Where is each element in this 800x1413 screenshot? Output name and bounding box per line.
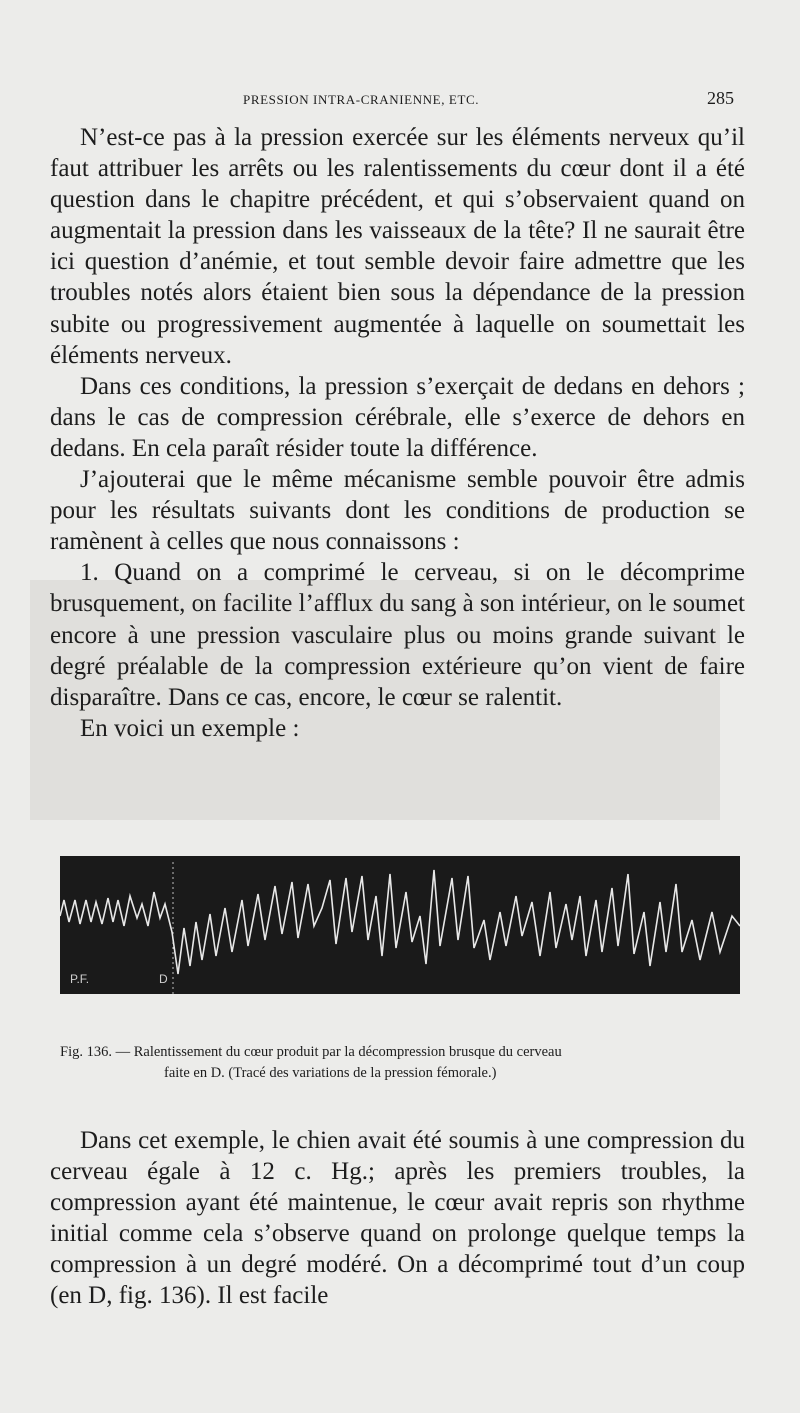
body-text xyxy=(50,122,745,744)
paragraph: N’est-ce pas à la pression exercée sur les éléments nerveux qu’il faut attribuer les arrêts ou les ralentissements du cœur dont il a été question dans le chapitre précédent, et qui s’observaient quand on augmentait la pression dans les vaisseaux de la tête? Il ne saurait être ici question d’anémie, et tout semble devoir faire admettre que les troubles notés alors étaient bien sous la dépendance de la pression subite ou progressivement augmentée à laquelle on soumettait les éléments nerveux. xyxy=(50,124,745,369)
paragraph: En voici un exemple : xyxy=(80,714,300,742)
caption-line-1: Fig. 136. — Ralentissement du cœur produit par la décompression brusque du cerveau xyxy=(60,1044,562,1060)
paragraph: Dans cet exemple, le chien avait été soumis à une compression du cerveau égale à 12 c. Hg.; après les premiers troubles, la compression ayant été maintenue, le cœur avait repris son rhythme initial comme cela s’observe quand on prolonge quelque temps la compression à un degré modéré. On a décomprimé tout d’un coup (en D, fig. 136). Il est facile xyxy=(50,1127,745,1310)
figure-caption xyxy=(60,1042,750,1084)
trace-label-pf: P.F. xyxy=(70,972,90,986)
page-header xyxy=(0,88,800,112)
trace-label-d: D xyxy=(159,972,168,986)
caption-line-2: faite en D. (Tracé des variations de la pression fémorale.) xyxy=(164,1065,497,1081)
running-title: PRESSION INTRA-CRANIENNE, ETC. xyxy=(243,92,480,107)
paragraph: Dans ces conditions, la pression s’exerçait de dedans en dehors ; dans le cas de compression cérébrale, elle s’exerce de dehors en dedans. En cela paraît résider toute la différence. xyxy=(50,372,745,462)
figure-trace xyxy=(60,856,740,994)
body-text-continued xyxy=(50,1125,745,1312)
paragraph: 1. Quand on a comprimé le cerveau, si on le décomprime brusquement, on facilite l’afflux du sang à son intérieur, on le soumet encore à une pression vasculaire plus ou moins grande suivant le degré préalable de la compression extérieure qu’on vient de faire disparaître. Dans ce cas, encore, le cœur se ralentit. xyxy=(50,559,745,711)
page-number: 285 xyxy=(707,88,734,108)
paragraph: J’ajouterai que le même mécanisme semble pouvoir être admis pour les résultats suivants dont les conditions de production se ramènent à celles que nous connaissons : xyxy=(50,466,745,556)
